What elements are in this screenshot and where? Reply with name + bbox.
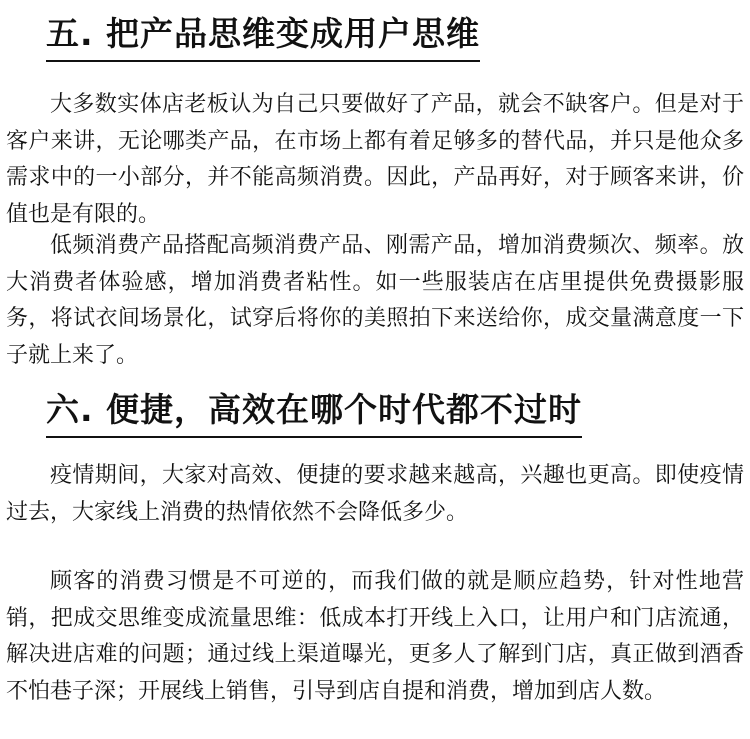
section-6-paragraph-2: 顾客的消费习惯是不可逆的，而我们做的就是顺应趋势，针对性地营销，把成交思维变成流量思维：低成本打开线上入口，让用户和门店流通，解决进店难的问题；通过线上渠道曝光，更多人了解到门店，真正做到酒香不怕巷子深；开展线上销售，引导到店自提和消费，增加到店人数。	[6, 569, 744, 704]
section-6-paragraph-1: 疫情期间，大家对高效、便捷的要求越来越高，兴趣也更高。即使疫情过去，大家线上消费的热情依然不会降低多少。	[6, 463, 744, 525]
section-5-paragraph-1: 大多数实体店老板认为自己只要做好了产品，就会不缺客户。但是对于客户来讲，无论哪类产品，在市场上都有着足够多的替代品，并只是他众多需求中的一小部分，并不能高频消费。因此，产品再好，对于顾客来讲，价值也是有限的。	[6, 92, 744, 227]
section-6-heading: 六. 便捷，高效在哪个时代都不过时	[46, 388, 582, 438]
section-5-paragraph-2: 低频消费产品搭配高频消费产品、刚需产品，增加消费频次、频率。放大消费者体验感，增加消费者粘性。如一些服装店在店里提供免费摄影服务，将试衣间场景化，试穿后将你的美照拍下来送给你，成交量满意度一下子就上来了。	[6, 233, 744, 368]
section-5-heading: 五. 把产品思维变成用户思维	[46, 12, 480, 62]
